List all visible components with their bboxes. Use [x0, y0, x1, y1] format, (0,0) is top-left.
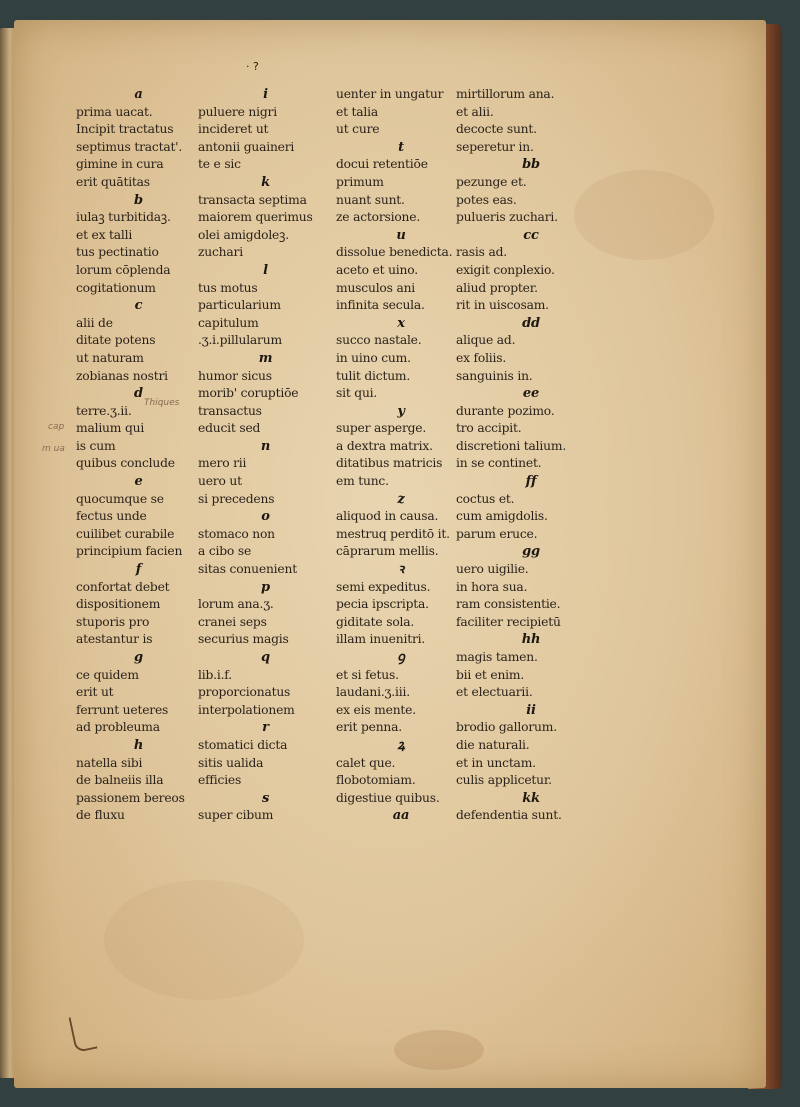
catchword-line: interpolationem — [198, 702, 295, 717]
catchword-line: Incipit tractatus — [76, 122, 174, 137]
catchword-line: ut cure — [336, 122, 380, 137]
catchword-line: incideret ut — [198, 122, 269, 137]
catchword-line: ex foliis. — [456, 350, 507, 365]
catchword-line: confortat debet — [76, 579, 170, 594]
signature-heading: ꝯ — [397, 650, 405, 665]
catchword-line: natella sibi — [76, 755, 143, 770]
catchword-line: passionem bereos — [76, 790, 185, 805]
catchword-line: succo nastale. — [336, 333, 422, 348]
catchword-line: stuporis pro — [76, 614, 150, 629]
catchword-line: particularium — [198, 298, 281, 313]
catchword-line: discretioni talium. — [456, 438, 567, 453]
catchword-line: maiorem querimus — [198, 210, 313, 225]
catchword-line: is cum — [76, 438, 116, 453]
catchword-line: uenter in ungatur — [336, 87, 444, 101]
catchword-line: seperetur in. — [456, 139, 534, 154]
catchword-line: aliquod in causa. — [336, 509, 439, 524]
catchword-line: magis tamen. — [456, 650, 538, 664]
catchword-line: mestruq perditō it. — [336, 526, 450, 541]
catchword-line: exigit conplexio. — [456, 262, 555, 277]
catchword-line: a cibo se — [198, 544, 252, 559]
marginal-note: cap — [48, 422, 65, 432]
column-2 — [198, 86, 333, 825]
catchword-line: docui retentiōe — [336, 157, 428, 172]
signature-heading: u — [396, 227, 406, 243]
signature-heading: g — [134, 650, 143, 665]
catchword-line: sitas conuenient — [198, 562, 297, 577]
catchword-line: malium qui — [76, 421, 145, 436]
catchword-line: pulueris zuchari. — [456, 210, 558, 225]
catchword-line: sit qui. — [336, 386, 378, 401]
catchword-line: de balneiis illa — [76, 773, 164, 788]
catchword-line: dissolue benedicta. — [336, 245, 453, 260]
catchword-line: rasis ad. — [456, 245, 507, 260]
catchword-line: prima uacat. — [76, 104, 153, 119]
signature-heading: ff — [525, 474, 537, 490]
signature-heading: f — [135, 562, 142, 578]
catchword-line: uero ut — [198, 474, 242, 489]
catchword-line: calet que. — [336, 755, 396, 770]
stain — [394, 1030, 484, 1070]
signature-heading: q — [261, 650, 270, 665]
catchword-line: et si fetus. — [336, 667, 399, 682]
catchword-line: flobotomiam. — [336, 773, 416, 788]
catchword-line: uero uigilie. — [456, 562, 529, 577]
catchword-line: capitulum — [198, 315, 259, 330]
catchword-line: te e sic — [198, 157, 241, 172]
catchword-line: mero rii — [198, 456, 247, 471]
catchword-line: erit penna. — [336, 720, 402, 735]
catchword-line: tulit dictum. — [336, 368, 411, 383]
signature-heading: b — [134, 192, 143, 208]
signature-heading: a — [134, 87, 143, 102]
signature-heading: n — [260, 438, 271, 454]
column-4 — [456, 86, 606, 825]
catchword-line: brodio gallorum. — [456, 720, 557, 735]
catchword-line: et talia — [336, 104, 378, 119]
catchword-line: ditatibus matricis — [336, 456, 443, 471]
signature-heading: m — [258, 350, 273, 366]
catchword-line: in uino cum. — [336, 350, 411, 365]
signature-heading: aa — [392, 808, 410, 824]
signature-heading: ii — [526, 702, 536, 718]
catchword-line: de fluxu — [76, 808, 125, 823]
catchword-line: erit ut — [76, 685, 114, 700]
catchword-line: stomaco non — [198, 526, 275, 541]
catchword-line: decocte sunt. — [456, 122, 537, 137]
catchword-line: digestiue quibus. — [336, 790, 440, 805]
catchword-line: laudani.ʒ.iii. — [336, 685, 410, 700]
catchword-line: transactus — [198, 403, 262, 418]
signature-heading: l — [263, 262, 268, 278]
signature-heading: e — [134, 474, 143, 490]
catchword-line: ad probleuma — [76, 720, 160, 735]
catchword-line: coctus et. — [456, 491, 515, 506]
signature-heading: kk — [522, 790, 540, 806]
signature-heading: d — [134, 386, 143, 402]
catchword-line: tro accipit. — [456, 421, 522, 436]
catchword-line: pezunge et. — [456, 174, 527, 189]
signature-heading: c — [134, 298, 143, 314]
column-3 — [336, 86, 466, 825]
signature-heading: s — [261, 790, 270, 806]
catchword-line: proporcionatus — [198, 685, 291, 700]
catchword-line: securius magis — [198, 632, 289, 647]
signature-heading: k — [261, 174, 270, 190]
catchword-line: die naturali. — [456, 737, 530, 752]
catchword-line: zuchari — [198, 245, 243, 260]
page-tear-mark — [68, 1013, 97, 1053]
signature-heading: y — [397, 403, 405, 419]
signature-heading: hh — [521, 632, 541, 648]
catchword-line: rit in uiscosam. — [456, 298, 549, 313]
catchword-line: em tunc. — [336, 474, 389, 489]
catchword-line: sitis ualida — [198, 755, 264, 770]
catchword-line: lorum ana.ʒ. — [198, 597, 274, 612]
catchword-line: cranei seps — [198, 614, 267, 629]
catchword-line: aceto et uino. — [336, 262, 418, 277]
signature-heading: t — [398, 139, 404, 155]
signature-heading: r — [262, 720, 269, 736]
catchword-line: lorum cōplenda — [76, 262, 171, 277]
catchword-line: et in unctam. — [456, 755, 536, 770]
signature-heading: gg — [522, 544, 540, 560]
catchword-line: ram consistentie. — [456, 597, 561, 612]
catchword-line: si precedens — [198, 491, 275, 506]
catchword-line: principium facien — [76, 544, 183, 559]
signature-heading: ꝛ — [398, 562, 404, 578]
catchword-line: puluere nigri — [198, 104, 277, 119]
catchword-line: super cibum — [198, 808, 274, 823]
catchword-line: musculos ani — [336, 280, 416, 295]
catchword-line: bii et enim. — [456, 667, 525, 682]
marginal-note: Thiques — [144, 398, 180, 408]
catchword-line: a dextra matrix. — [336, 438, 433, 453]
catchword-line: ditate potens — [76, 333, 156, 348]
catchword-line: alique ad. — [456, 333, 516, 348]
catchword-line: ce quidem — [76, 667, 139, 682]
catchword-line: et ex talli — [76, 227, 133, 242]
signature-heading: h — [133, 737, 144, 753]
stain — [104, 880, 304, 1000]
catchword-line: terre.ʒ.ii. — [76, 403, 132, 418]
catchword-line: antonii guaineri — [198, 139, 295, 154]
catchword-line: et alii. — [456, 104, 494, 119]
catchword-line: sanguinis in. — [456, 368, 533, 383]
catchword-line: tus pectinatio — [76, 245, 159, 260]
catchword-line: pecia ipscripta. — [336, 597, 429, 612]
catchword-line: lib.i.f. — [198, 667, 232, 682]
catchword-line: cuilibet curabile — [76, 526, 175, 541]
catchword-line: cum amigdolis. — [456, 509, 548, 524]
signature-heading: cc — [523, 227, 539, 243]
top-marks: · ? — [246, 60, 259, 73]
catchword-line: semi expeditus. — [336, 579, 431, 594]
catchword-line: faciliter recipietū — [456, 614, 561, 629]
signature-heading: i — [263, 87, 268, 102]
catchword-line: septimus tractat'. — [76, 139, 183, 154]
catchword-line: educit sed — [198, 421, 261, 436]
catchword-line: .ʒ.i.pillularum — [198, 333, 282, 348]
catchword-line: transacta septima — [198, 192, 307, 207]
catchword-line: giditate sola. — [336, 614, 415, 629]
catchword-line: nuant sunt. — [336, 192, 405, 207]
register-text — [76, 86, 636, 876]
catchword-line: culis applicetur. — [456, 773, 552, 788]
signature-heading: p — [261, 579, 270, 595]
catchword-line: quibus conclude — [76, 456, 175, 471]
catchword-line: illam inuenitri. — [336, 632, 426, 647]
catchword-line: fectus unde — [76, 509, 147, 524]
catchword-line: zobianas nostri — [76, 368, 168, 383]
signature-heading: o — [261, 509, 270, 525]
catchword-line: stomatici dicta — [198, 737, 288, 752]
catchword-line: cāprarum mellis. — [336, 544, 439, 559]
catchword-line: dispositionem — [76, 597, 161, 612]
signature-heading: x — [397, 315, 405, 331]
catchword-line: parum eruce. — [456, 526, 538, 541]
signature-heading: z — [397, 491, 405, 507]
catchword-line: defendentia sunt. — [456, 808, 562, 823]
catchword-line: super asperge. — [336, 421, 427, 436]
catchword-line: infinita secula. — [336, 298, 425, 313]
catchword-line: et electuarii. — [456, 685, 533, 700]
catchword-line: olei amigdoleꝫ. — [198, 227, 289, 242]
catchword-line: ferrunt ueteres — [76, 702, 169, 717]
catchword-line: ut naturam — [76, 350, 144, 365]
catchword-line: primum — [336, 174, 384, 189]
catchword-line: durante pozimo. — [456, 403, 555, 418]
catchword-line: mirtillorum ana. — [456, 87, 555, 101]
catchword-line: in se continet. — [456, 456, 542, 471]
catchword-line: efficies — [198, 773, 242, 788]
signature-heading: ꝝ — [397, 737, 405, 753]
catchword-line: ze actorsione. — [336, 210, 421, 225]
catchword-line: alii de — [76, 315, 113, 330]
catchword-line: morib' coruptiōe — [198, 386, 299, 401]
catchword-line: gimine in cura — [76, 157, 164, 172]
catchword-line: iulaꝫ turbitidaꝫ. — [76, 210, 171, 225]
signature-heading: bb — [522, 157, 540, 173]
column-1 — [76, 86, 201, 825]
catchword-line: potes eas. — [456, 192, 517, 207]
catchword-line: erit quātitas — [76, 174, 150, 189]
catchword-line: tus motus — [198, 280, 258, 295]
catchword-line: aliud propter. — [456, 280, 538, 295]
catchword-line: ex eis mente. — [336, 702, 416, 717]
catchword-line: quocumque se — [76, 491, 164, 506]
catchword-line: cogitationum — [76, 280, 156, 295]
catchword-line: in hora sua. — [456, 579, 528, 594]
catchword-line: humor sicus — [198, 368, 272, 383]
marginal-note: m ua — [42, 444, 65, 454]
catchword-line: atestantur is — [76, 632, 153, 647]
signature-heading: ee — [522, 386, 540, 402]
signature-heading: dd — [522, 315, 540, 331]
page — [14, 20, 766, 1088]
